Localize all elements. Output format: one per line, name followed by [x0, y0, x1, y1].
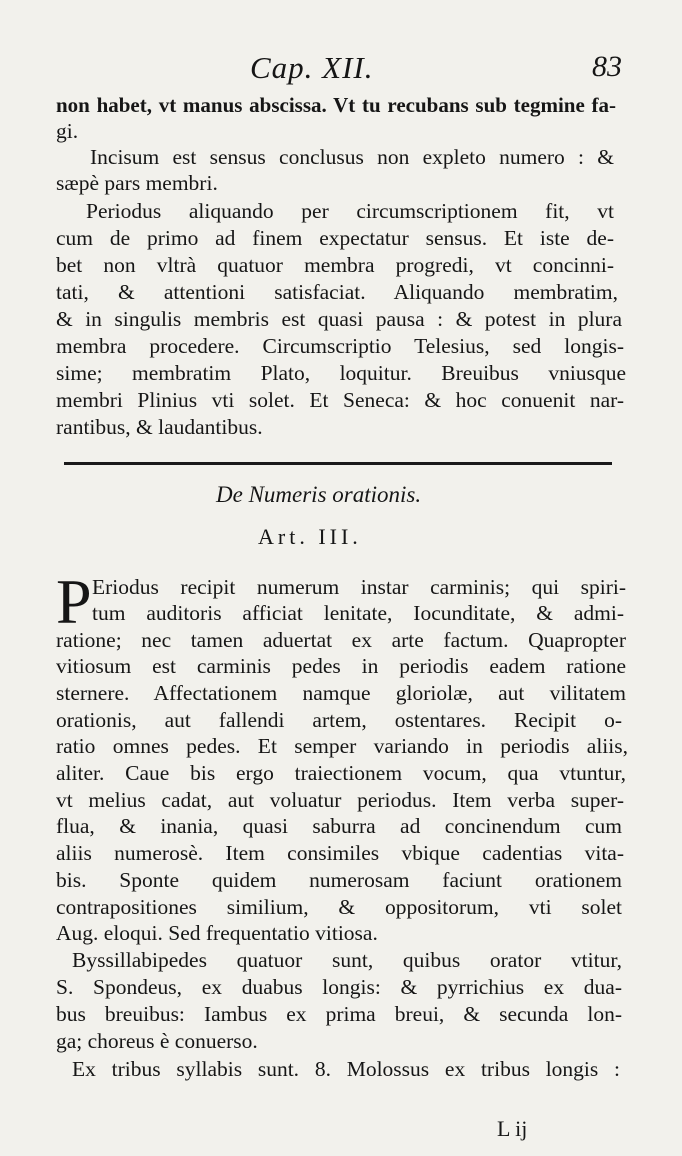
text-line: ratio omnes pedes. Et semper variando in periodis aliis, — [56, 734, 628, 758]
text-line: rantibus, & laudantibus. — [56, 415, 263, 439]
text-line: non habet, vt manus abscissa. Vt tu recubans sub tegmine fa- — [56, 93, 616, 117]
text-line: gi. — [56, 119, 79, 143]
text-line: Periodus aliquando per circumscriptionem fit, vt — [86, 199, 614, 223]
text-line: bus breuibus: Iambus ex prima breui, & secunda lon- — [56, 1002, 622, 1026]
text-line: tati, & attentioni satisfaciat. Aliquando membratim, — [56, 280, 618, 304]
running-head: Cap. XII. — [250, 50, 374, 85]
text-line: S. Spondeus, ex duabus longis: & pyrrichius ex dua- — [56, 975, 622, 999]
text-line: aliter. Caue bis ergo traiectionem vocum, qua vtuntur, — [56, 761, 626, 785]
section-title: De Numeris orationis. — [216, 482, 422, 507]
text-line: flua, & inania, quasi saburra ad concinendum cum — [56, 814, 622, 838]
text-line: vitiosum est carminis pedes in periodis eadem ratione — [56, 654, 626, 678]
text-line: ratione; nec tamen aduertat ex arte factum. Quapropter — [56, 628, 626, 652]
text-line: sæpè pars membri. — [56, 171, 218, 195]
drop-capital: P — [56, 566, 92, 637]
text-line: & in singulis membris est quasi pausa : & potest in plura — [56, 307, 622, 331]
text-line: orationis, aut fallendi artem, ostentares. Recipit o- — [56, 708, 622, 732]
text-line: membra procedere. Circumscriptio Telesius, sed longis- — [56, 334, 624, 358]
text-line: cum de primo ad finem expectatur sensus. Et iste de- — [56, 226, 614, 250]
text-line: contrapositiones similium, & oppositorum, vti solet — [56, 895, 622, 919]
text-line: sternere. Affectationem namque gloriolæ, aut vilitatem — [56, 681, 626, 705]
text-line: Incisum est sensus conclusus non expleto numero : & — [90, 145, 614, 169]
text-line: Eriodus recipit numerum instar carminis; qui spiri- — [92, 575, 626, 599]
page-header — [0, 50, 682, 90]
text-line: sime; membratim Plato, loquitur. Breuibus vniusque — [56, 361, 626, 385]
text-line: Byssillabipedes quatuor sunt, quibus orator vtitur, — [72, 948, 622, 972]
text-line: Aug. eloqui. Sed frequentatio vitiosa. — [56, 921, 378, 945]
text-line: bet non vltrà quatuor membra progredi, vt concinni- — [56, 253, 614, 277]
text-line: bis. Sponte quidem numerosam faciunt orationem — [56, 868, 622, 892]
signature-mark: L ij — [497, 1116, 528, 1141]
text-line: membri Plinius vti solet. Et Seneca: & hoc conuenit nar- — [56, 388, 624, 412]
text-line: tum auditoris afficiat lenitate, Iocunditate, & admi- — [92, 601, 624, 625]
page-number: 83 — [592, 50, 622, 83]
text-line: vt melius cadat, aut voluatur periodus. Item verba super- — [56, 788, 624, 812]
text-line: Ex tribus syllabis sunt. 8. Molossus ex tribus longis : — [72, 1057, 620, 1081]
text-line: aliis numerosè. Item consimiles vbique cadentias vita- — [56, 841, 624, 865]
text-line: ga; choreus è conuerso. — [56, 1029, 258, 1053]
article-label: Art. III. — [258, 524, 362, 549]
section-divider — [64, 462, 612, 465]
